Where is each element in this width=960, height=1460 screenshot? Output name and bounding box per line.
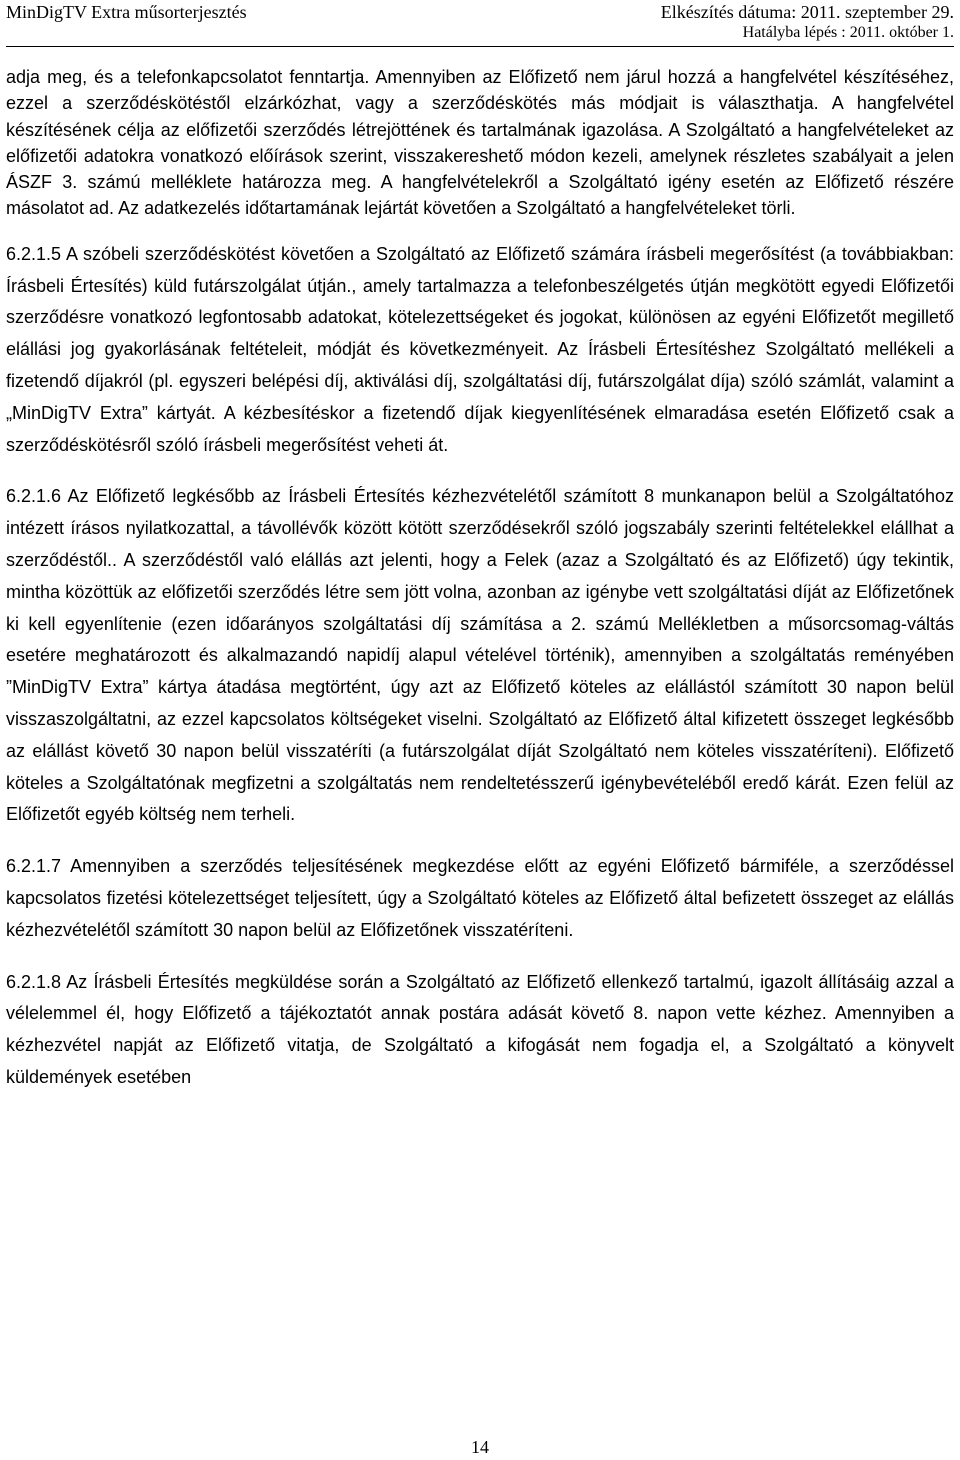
page-header — [6, 0, 954, 46]
header-dates — [661, 2, 954, 43]
paragraph-6-2-1-8: 6.2.1.8 Az Írásbeli Értesítés megküldése során a Szolgáltató az Előfizető ellenkező tartalmú, igazolt állításáig azzal a vélelemmel él, hogy Előfizető a tájékoztatót annak postára adását követő 8. napon vette kézhez. Amennyiben a kézhezvétel napját az Előfizető vitatja, de Szolgáltató a kifogását nem fogadja el, a Szolgáltató a könyvelt küldemények esetében — [6, 971, 954, 1087]
paragraph-6-2-1-5: 6.2.1.5 A szóbeli szerződéskötést követően a Szolgáltató az Előfizető számára írásbeli megerősítést (a továbbiakban: Írásbeli Értesítés) küld futárszolgálat útján., amely tartalmazza a telefonbeszélgetés útján megkötött egyedi Előfizetői szerződésre vonatkozó legfontosabb adatokat, kötelezettségeket és jogokat, különösen az egyéni Előfizetőt megillető elállási jog gyakorlásának feltételeit, módját és következményeit. Az Írásbeli Értesítéshez Szolgáltató mellékeli a fizetendő díjakról (pl. egyszeri belépési díj, aktiválási díj, szolgáltatási díj, futárszolgálat díja) szóló számlát, valamint a „MinDigTV Extra” kártyát. A kézbesítéskor a fizetendő díjak kiegyenlítésének elmaradása esetén Előfizető csak a szerződéskötésről szóló írásbeli megerősítést veheti át. — [6, 243, 954, 455]
page-number: 14 — [471, 1437, 489, 1457]
paragraph-6-2-1-7: 6.2.1.7 Amennyiben a szerződés teljesítésének megkezdése előtt az egyéni Előfizető bármiféle, a szerződéssel kapcsolatos fizetési kötelezettséget teljesített, úgy a Szolgáltató köteles az Előfizető által befizetett összeget az elállás kézhezvételétől számított 30 napon belül az Előfizetőnek visszatéríteni. — [6, 856, 954, 940]
header-effective-date: Hatályba lépés : 2011. október 1. — [742, 24, 954, 41]
header-divider — [6, 46, 954, 47]
document-body — [6, 64, 954, 1094]
header-created-date: Elkészítés dátuma: 2011. szeptember 29. — [660, 2, 954, 22]
paragraph-recording: adja meg, és a telefonkapcsolatot fenntartja. Amennyiben az Előfizető nem járul hozzá a hangfelvétel készítéséhez, ezzel a szerződéskötéstől elzárkózhat, vagy a szerződéskötés más módjait is választhatja. A hangfelvétel készítésének célja az előfizetői szerződés létrejöttének és tartalmának igazolása. A Szolgáltató a hangfelvételeket az előfizetői adatokra vonatkozó előírások szerint, visszakereshető módon kezeli, amelynek részletes szabályait a jelen ÁSZF 3. számú melléklete határozza meg. A hangfelvételekről a Szolgáltató igény esetén az Előfizető részére másolatot ad. Az adatkezelés időtartamának lejártát követően a Szolgáltató a hangfelvételeket törli. — [6, 67, 954, 219]
header-title: MinDigTV Extra műsorterjesztés — [6, 2, 247, 22]
paragraph-6-2-1-6: 6.2.1.6 Az Előfizető legkésőbb az Írásbeli Értesítés kézhezvételétől számított 8 munkanapon belül a Szolgáltatóhoz intézett írásos nyilatkozattal, a távollévők között kötött szerződésekről szóló jogszabály szerinti feltételekkel elállhat a szerződéstől.. A szerződéstől való elállás azt jelenti, hogy a Felek (azaz a Szolgáltató és az Előfizető) úgy tekintik, mintha közöttük az előfizetői szerződés létre sem jött volna, azonban az igénybe vett szolgáltatási díját az Előfizetőnek ki kell egyenlítenie (ezen időarányos szolgáltatási díj számítása a 2. számú Mellékletben a műsorcsomag-váltás esetére meghatározott és alkalmazandó napidíj alapul vételével történik), amennyiben a szolgáltatás reményében ”MinDigTV Extra” kártya átadása megtörtént, úgy azt az Előfizető köteles az elállástól számított 30 napon belül visszaszolgáltatni, az ezzel kapcsolatos költségeket viselni. Szolgáltató az Előfizető által kifizetett összeget legkésőbb az elállást követő 30 napon belül visszatéríti (a futárszolgálat díját Szolgáltató nem köteles visszatéríteni). Előfizető köteles a Szolgáltatónak megfizetni a szolgáltatás nem rendeltetésszerű igénybevételéből eredő kárát. Ezen felül az Előfizetőt egyéb költség nem terheli. — [6, 486, 954, 825]
